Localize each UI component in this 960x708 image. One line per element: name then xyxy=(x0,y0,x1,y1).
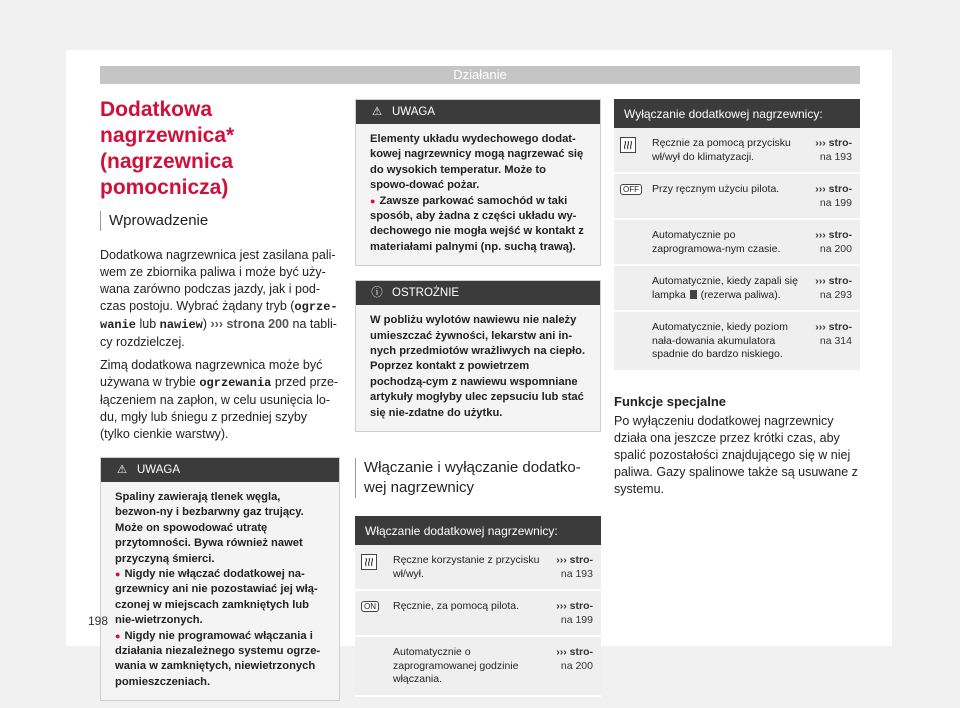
caution-box xyxy=(355,280,601,432)
caution-text: W pobliżu wylotów nawiewu nie należy umieszczać żywności, lekarstw ani in-nych przedmiotów wrażliwych na ciepło. Poprzez kontakt z powietrzem pochodzą-cym z nawiewu wspomniane artykuły mogłyby ulec zepsuciu lub stać się nie-zdatne do użytku. xyxy=(370,314,586,419)
caution-label: OSTROŻNIE xyxy=(392,287,460,300)
table-text: Ręcznie, za pomocą pilota. xyxy=(392,590,544,636)
ref-line: na 199 xyxy=(560,613,593,626)
table-icon-cell xyxy=(614,173,651,219)
page-reference-link[interactable]: ››› strona 200 xyxy=(210,317,290,331)
warning-label: UWAGA xyxy=(392,106,436,118)
table-icon-cell xyxy=(614,311,651,371)
table-icon-cell xyxy=(614,219,651,265)
table-header: Wyłączanie dodatkowej nagrzewnicy: xyxy=(614,99,860,128)
ref-line: ››› stro- xyxy=(815,137,852,149)
intro-paragraph-1 xyxy=(100,247,340,351)
ref-line: na 200 xyxy=(819,242,852,255)
table-text: Ręcznie za pomocą przycisku wł/wył do klimatyzacji. xyxy=(651,128,803,173)
text-span: na tabli-cy rozdzielczej. xyxy=(100,317,337,349)
ref-line: ››› stro- xyxy=(815,229,852,241)
column-middle xyxy=(355,99,601,697)
page-header: Działanie xyxy=(100,66,860,84)
warning-box-header xyxy=(101,458,339,482)
column-right xyxy=(614,99,860,504)
heater-icon xyxy=(620,137,636,153)
table-row xyxy=(614,265,860,311)
mode-ventilation-label: nawiew xyxy=(159,318,203,332)
table-ref[interactable] xyxy=(803,265,860,311)
ref-line: na 293 xyxy=(819,288,852,301)
on-button-icon: ON xyxy=(361,601,379,612)
table-ref[interactable] xyxy=(544,636,601,696)
table-icon-cell xyxy=(355,545,392,590)
table-text: Automatycznie po zaprogramowa-nym czasie. xyxy=(651,219,803,265)
table-header: Włączanie dodatkowej nagrzewnicy: xyxy=(355,516,601,545)
table-row xyxy=(355,590,601,636)
special-functions-title: Funkcje specjalne xyxy=(614,393,726,409)
text-span: lub xyxy=(136,317,160,331)
warning-text: Spaliny zawierają tlenek węgla, bezwon-ny i bezbarwny gaz trujący. Może on spowodować utratę przytomności. Bywa również nawet przyczyną śmierci. xyxy=(115,491,304,565)
ref-line: ››› stro- xyxy=(815,183,852,195)
warning-bullet: ● Nigdy nie programować włączania i działania niezależnego systemu ogrze-wania w zamkniętych, niewietrzonych pomieszczeniach. xyxy=(115,629,327,691)
ref-line: ››› stro- xyxy=(815,275,852,287)
table-icon-cell xyxy=(614,128,651,173)
text-span: ) xyxy=(202,317,211,331)
page-title xyxy=(100,97,340,201)
page-number: 198 xyxy=(88,614,109,628)
title-line-1: Dodatkowa nagrzewnica* xyxy=(100,98,235,147)
ref-line: na 199 xyxy=(819,196,852,209)
warning-label: UWAGA xyxy=(137,464,181,476)
table-text: Ręczne korzystanie z przycisku wł/wył. xyxy=(392,545,544,590)
table-text: Automatycznie o zaprogramowanej godzinie włączania. xyxy=(392,636,544,696)
mode-heating-label: ogrze-wanie xyxy=(100,300,338,332)
caution-box-header xyxy=(356,281,600,305)
ref-line: na 193 xyxy=(560,567,593,580)
warning-box-body xyxy=(356,124,600,265)
text-span: Automatycznie, kiedy zapali się lampka xyxy=(652,275,798,301)
warning-box-exhaust xyxy=(100,457,340,701)
text-span: Dodatkowa nagrzewnica jest zasilana pali-wem ze zbiornika paliwa i może być uży-wana zarówno podczas jazdy, jak i pod-czas postoju. Wybrać żądany tryb ( xyxy=(100,248,336,313)
special-functions-text: Po wyłączeniu dodatkowej nagrzewnicy działa ona jeszcze przez krótki czas, aby spalić pozostałości znajdującego się w niej paliwa. Gazy spalinowe także są usuwane z systemu. xyxy=(614,413,858,496)
heater-icon xyxy=(361,554,377,570)
table-text: Przy ręcznym użyciu pilota. xyxy=(651,173,803,219)
table-icon-cell xyxy=(355,590,392,636)
text-span: przed prze-łączeniem na zapłon, w celu usunięcia lo-du, mgły lub śniegu z przedniej szyby (tylko cienkie warstwy). xyxy=(100,375,339,441)
table-ref[interactable] xyxy=(544,545,601,590)
warning-triangle-icon: ⚠ xyxy=(116,464,128,476)
table-ref[interactable] xyxy=(544,590,601,636)
warning-box-header xyxy=(356,100,600,124)
warning-triangle-icon: ⚠ xyxy=(371,106,383,118)
table-row xyxy=(614,173,860,219)
table-icon-cell xyxy=(355,636,392,696)
info-circle-icon: ⓘ xyxy=(371,287,383,300)
ref-line: na 314 xyxy=(819,334,852,347)
table-row xyxy=(355,545,601,590)
table-row xyxy=(614,128,860,173)
ref-line: ››› stro- xyxy=(556,600,593,613)
ref-line: ››› stro- xyxy=(556,646,593,659)
section-title-switching: Włączanie i wyłączanie dodatko-wej nagrzewnicy xyxy=(355,458,601,498)
warning-box-body xyxy=(101,482,339,700)
ref-line: ››› stro- xyxy=(556,554,593,567)
warning-bullet: ● Zawsze parkować samochód w taki sposób, aby żadna z części układu wy-dechowego nie mogła wejść w kontakt z materiałami palnymi (np. suchą trawą). xyxy=(370,194,588,256)
text-span: Zimą dodatkowa nagrzewnica może być używana w trybie xyxy=(100,358,323,389)
off-button-icon: OFF xyxy=(620,184,642,195)
ref-line: ››› stro- xyxy=(815,321,852,333)
fuel-pump-icon xyxy=(690,290,697,299)
mode-heating-label: ogrzewania xyxy=(199,376,272,390)
caution-box-body xyxy=(356,305,600,431)
warning-bullet: ● Nigdy nie włączać dodatkowej na-grzewnicy ani nie pozostawiać jej włą-czonej w miejscach zamkniętych lub nie-wietrzonych. xyxy=(115,567,327,629)
table-row xyxy=(355,636,601,696)
table-text xyxy=(651,265,803,311)
table-ref[interactable] xyxy=(803,128,860,173)
column-left xyxy=(100,95,340,701)
title-line-2: (nagrzewnica pomocnicza) xyxy=(100,150,234,199)
switch-off-table xyxy=(614,99,860,372)
table-ref[interactable] xyxy=(803,219,860,265)
table-row xyxy=(614,219,860,265)
section-subtitle: Wprowadzenie xyxy=(100,211,340,231)
table-text: Automatycznie, kiedy poziom nała-dowania akumulatora spadnie do bardzo niskiego. xyxy=(651,311,803,371)
table-ref[interactable] xyxy=(803,173,860,219)
table-ref[interactable] xyxy=(803,311,860,371)
switch-on-table xyxy=(355,516,601,697)
intro-paragraph-2 xyxy=(100,357,340,443)
table-row xyxy=(614,311,860,371)
text-span: (rezerwa paliwa). xyxy=(697,288,781,301)
ref-line: na 200 xyxy=(560,659,593,672)
warning-box-fire xyxy=(355,99,601,266)
ref-line: na 193 xyxy=(819,150,852,163)
warning-text: Elementy układu wydechowego dodat-kowej nagrzewnicy mogą nagrzewać się do wysokich temperatur. Może to spowo-dować pożar. xyxy=(370,133,584,192)
table-icon-cell xyxy=(614,265,651,311)
